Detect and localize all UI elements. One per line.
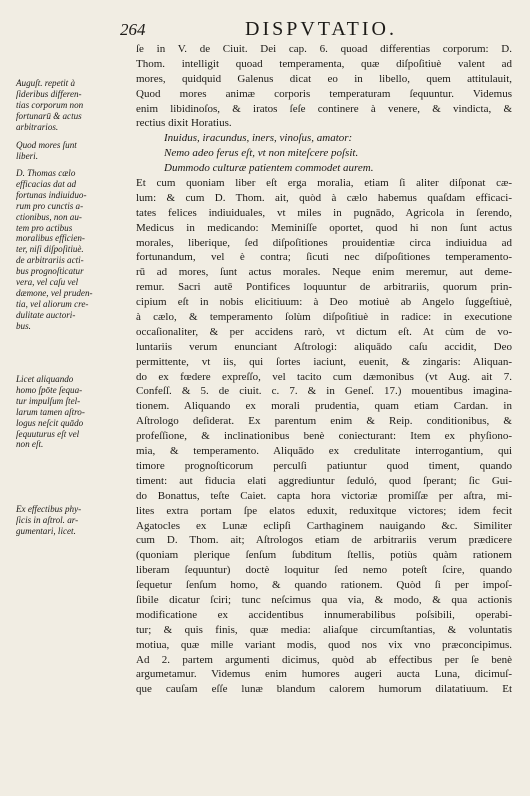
text-line: ſe in V. de Ciuit. Dei cap. 6. quoad differentias corporum: D.: [136, 43, 512, 55]
text-line: occaſionaliter, & per accidens rarò, vt dictum eſt. At cùm de vo-: [136, 325, 512, 338]
text-line: permittente, vt iis, qui ſortes iaciunt, euenit, & zingaris: Aliquan-: [136, 355, 512, 368]
text-line: remur. Sacri autē Pontifices loquuntur de arbitrariis, quorum prin-: [136, 281, 512, 294]
text-line: do Bonattus, teſte Caiet. capta hora victoriæ promiſſæ per aſtra, mi-: [136, 489, 512, 502]
text-line: lum: & cum D. Thom. ait, quòd à cælo habemus quaſdam efficaci-: [136, 191, 512, 204]
text-line: ſequetur ſenſum homo, & quando rationem. Quòd ſi per impoſ-: [136, 579, 512, 592]
text-line: cipium eſt in nobis elicitiuum: à Deo motiuè ab Angelo ſuggeſtiuè,: [136, 296, 512, 309]
running-title: DISPVTATIO.: [245, 18, 397, 40]
text-line: luntariis verum enunciant Aſtrologi: aliquādo caſu accidit, Deo: [136, 340, 512, 353]
main-text: [136, 42, 512, 697]
text-line: fortunandum, vel è contra; ſicuti nec diſpoſitiones temperamento-: [136, 251, 512, 264]
text-line: lites extra portam ſpe elatos eduxit, reduxitque victores; idem fecit: [136, 504, 512, 517]
text-line: timore prognoſticorum perculſi patiuntur quod timent, quando: [136, 459, 512, 472]
margin-note-d-thomas: D. Thomas cælo efficacias dat ad fortunas indiuiduo- rum pro cunctis a- ctionibus, non au- tem pro actibus moralibus efficien- ter, niſi diſpoſitiuè. de arbitrariis acti- bus prognoſticatur vera, vel caſu vel dæmone, vel pruden- tia, vel aliorum cre- dulitate auctori- bus.: [16, 168, 93, 331]
text-line: (quoniam plerique ſenſum ſubditum ſtellis, potiùs quàm rationem: [136, 549, 512, 562]
text-line: rū ad mores, ſunt actus morales. Neque enim meremur, aut deme-: [136, 266, 512, 279]
margin-note-mores-liberi: Quod mores ſunt liberi.: [16, 140, 77, 161]
text-line: Et cum quoniam liber eſt erga moralia, etiam ſi aliter diſponat cæ-: [136, 177, 512, 190]
text-line: tur; & quis finis, quæ media: aliaſque circumſtantias, & voluntatis: [136, 623, 512, 636]
text-line: Medicus in medicando: Meminiſſe oportet, quod hi non ſunt actus: [136, 221, 512, 234]
text-line: ſibile dicatur ſciri; tunc neſcimus qua via, & modo, & qua actionis: [136, 593, 512, 606]
margin-note-augustine: Auguſt. repetit à ſideribus differen- tias corporum non fortunarū & actus arbitrarios.: [16, 78, 84, 132]
text-line: mores, quidquid Galenus dicat eo in libello, quem attitulauit,: [136, 72, 512, 85]
text-line: mia, & temperamento. Aliquādo ex credulitate interrogantium, qui: [136, 445, 512, 458]
page-header: [120, 18, 520, 42]
text-line: argumetamur. Videmus enim humores augeri aucta Luna, dicimuſ-: [136, 668, 512, 681]
text-line: do ex fœdere expreſſo, vel tacito cum dæmonibus (vt Aug. ait 7.: [136, 370, 512, 383]
text-line: liberam ſequuntur) doctè loquitur ſed nemo poteſt ſcire, quando: [136, 564, 512, 577]
verse-line: Dummodo culturæ patientem commodet aurem.: [164, 162, 374, 175]
text-line: Agatocles ex Lunæ eclipſi Carthaginem nauigando &c. Similiter: [136, 519, 512, 532]
verse-line: Inuidus, iracundus, iners, vinoſus, amator:: [164, 132, 353, 145]
text-line: Ad 2. partem argumenti dicimus, quòd ab effectibus per ſe benè: [136, 653, 512, 666]
text-line: motiua, quæ mille variant modis, quod nos vix vno præconcipimus.: [136, 638, 512, 651]
text-line: cum D. Thom. ait; Aſtrologos etiam de arbitrariis verum prædicere: [136, 534, 512, 547]
text-line: Quod mores animæ corporis temperaturam ſequuntur. Videmus: [136, 87, 512, 100]
text-line: que cauſam eſſe lunæ blandum calorem humorum dilatatiuum. Et: [136, 683, 512, 696]
text-line: à cælo, & temperamento ſolùm diſpoſitiuè in radice: in executione: [136, 311, 512, 324]
text-line: timent: aut fiducia elati aggrediuntur ſeduló, quod ſperant; ſic Gui-: [136, 474, 512, 487]
text-line: modificatione ex accidentibus innumerabilibus poſsibili, operabi-: [136, 608, 512, 621]
margin-note-ex-effectibus: Ex effectibus phy- ſicis in aſtrol. ar- gumentari, licet.: [16, 504, 82, 536]
text-line: morales, liberique, ſed diſpoſitiones prouidentiæ circa indiuidua ad: [136, 236, 512, 249]
text-line: tates felices indiuiduales, vt miles in pugnādo, Agricola in ſerendo,: [136, 206, 512, 219]
text-line: tionem. Aliquando ex morali prudentia, quam etiam Cardan. in: [136, 400, 512, 413]
text-line: Thom. intelligit quoad temperamenta, quæ diſpoſitiuè valent ad: [136, 57, 512, 70]
text-line: rectius dixit Horatius.: [136, 117, 232, 130]
text-line: profeſſione, & inclinationibus benè coniecturant: Item ex phyſiono-: [136, 430, 512, 443]
verse-line: Nemo adeo ferus eſt, vt non miteſcere poſsit.: [164, 147, 359, 160]
margin-note-licet-aliquando: Licet aliquando homo ſpōte ſequa- tur impulſum ſtel- larum tamen aſtro- logus neſcit quādo ſequuturus eſt vel non eſt.: [16, 374, 85, 450]
text-line: Confeſſ. & 5. de ciuit. c. 7. & in Geneſ. 17.) mouentibus imagina-: [136, 385, 512, 398]
text-line: enim libidinoſos, & iratos ſeſe continere à venere, & vindicta, &: [136, 102, 512, 115]
text-line: Aſtrologo deſiderat. Ex parentum enim & Reip. conditionibus, &: [136, 415, 512, 428]
page-number: 264: [120, 20, 146, 39]
